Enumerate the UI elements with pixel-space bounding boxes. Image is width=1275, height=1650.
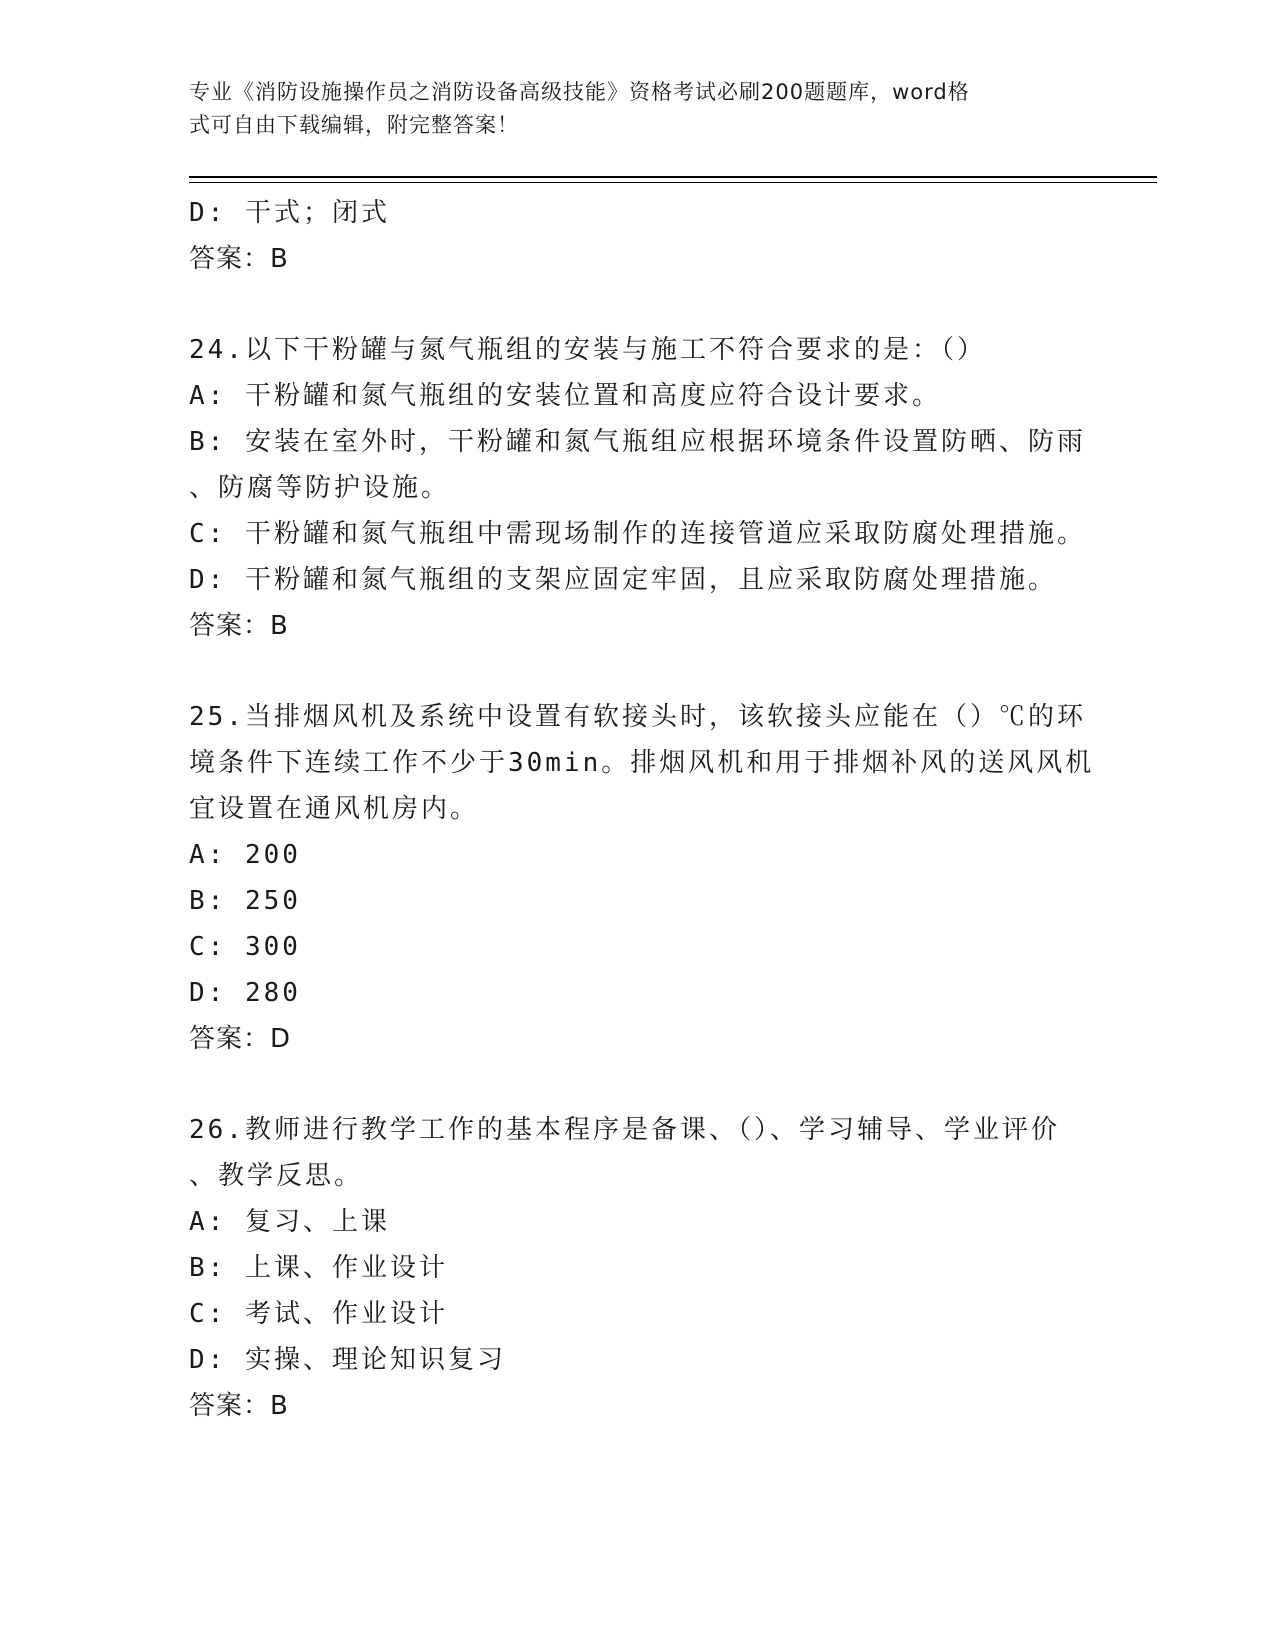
question-content — [189, 190, 1095, 1429]
question-stem: 26.教师进行教学工作的基本程序是备课、（）、学习辅导、学业评价 — [189, 1115, 1060, 1145]
header-divider-thin — [189, 182, 1157, 183]
page-header — [189, 76, 1069, 142]
option-a: A: 200 — [189, 840, 301, 870]
question-24 — [189, 327, 1089, 649]
option-c: C: 考试、作业设计 — [189, 1299, 448, 1329]
question-25 — [189, 694, 1095, 1062]
question-stem: 24.以下干粉罐与氮气瓶组的安装与施工不符合要求的是：（） — [189, 335, 986, 365]
answer-line: 答案：B — [189, 244, 289, 274]
answer-line: 答案：D — [189, 1024, 292, 1054]
previous-question-tail — [189, 190, 1089, 282]
spacer — [189, 1062, 1089, 1107]
option-d: D: 实操、理论知识复习 — [189, 1345, 506, 1375]
question-stem-continued: 宜设置在通风机房内。 — [189, 794, 480, 824]
question-stem-continued: 境条件下连续工作不少于30min。排烟风机和用于排烟补风的送风风机 — [189, 748, 1095, 778]
option-c: C: 干粉罐和氮气瓶组中需现场制作的连接管道应采取防腐处理措施。 — [189, 519, 1086, 549]
header-line-1: 专业《消防设施操作员之消防设备高级技能》资格考试必刷200题题库，word格 — [189, 80, 970, 104]
option-d: D: 280 — [189, 978, 301, 1008]
option-d: D: 干粉罐和氮气瓶组的支架应固定牢固，且应采取防腐处理措施。 — [189, 565, 1057, 595]
option-a: A: 复习、上课 — [189, 1207, 390, 1237]
header-divider-thick — [189, 176, 1157, 178]
option-b: B: 250 — [189, 886, 301, 916]
spacer — [189, 649, 1089, 694]
question-stem: 25.当排烟风机及系统中设置有软接头时，该软接头应能在（）℃的环 — [189, 702, 1086, 732]
question-26 — [189, 1107, 1089, 1429]
option-d: D: 干式；闭式 — [189, 198, 390, 228]
answer-line: 答案：B — [189, 1391, 289, 1421]
answer-line: 答案：B — [189, 611, 289, 641]
header-line-2: 式可自由下载编辑，附完整答案！ — [189, 113, 519, 137]
question-stem-continued: 、教学反思。 — [189, 1161, 364, 1191]
option-b: B: 安装在室外时，干粉罐和氮气瓶组应根据环境条件设置防晒、防雨 — [189, 427, 1086, 457]
option-b-continued: 、防腐等防护设施。 — [189, 473, 451, 503]
option-c: C: 300 — [189, 932, 301, 962]
option-b: B: 上课、作业设计 — [189, 1253, 448, 1283]
spacer — [189, 282, 1089, 327]
option-a: A: 干粉罐和氮气瓶组的安装位置和高度应符合设计要求。 — [189, 381, 941, 411]
